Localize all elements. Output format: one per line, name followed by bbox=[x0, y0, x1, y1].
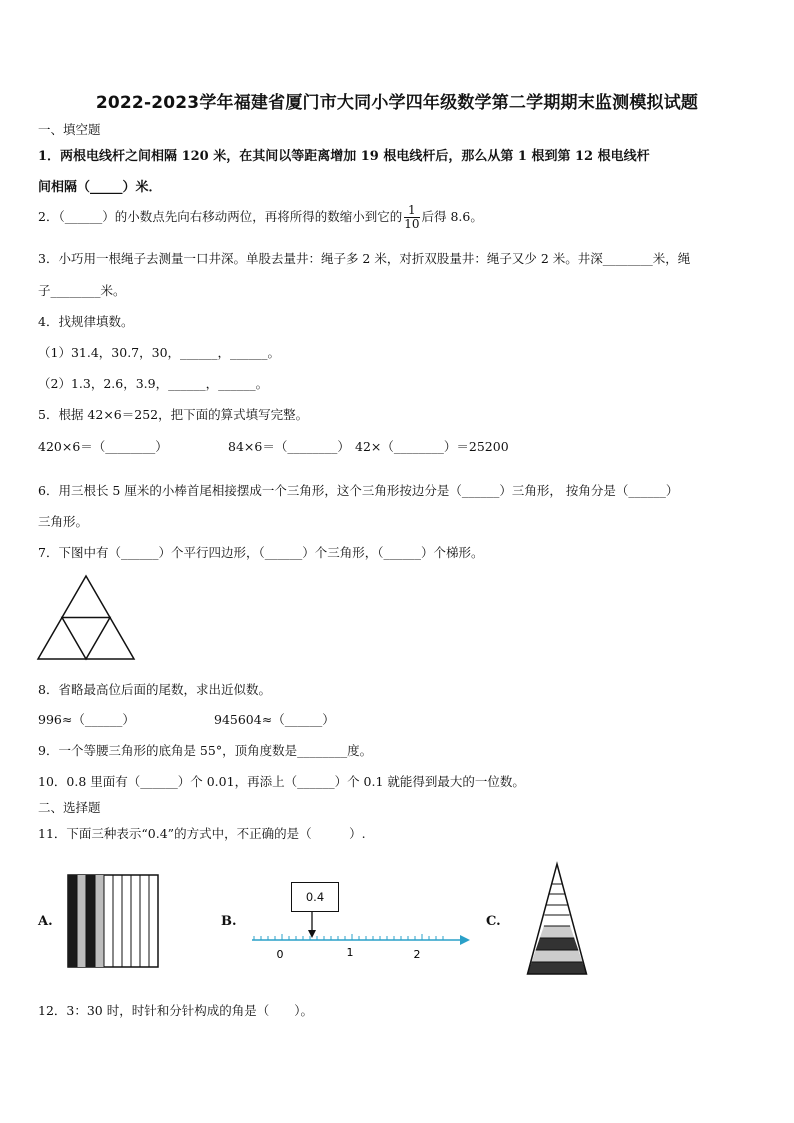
question-6-line1: 6．用三根长 5 厘米的小棒首尾相接摆成一个三角形，这个三角形按边分是（______）三角形， 按角分是（______） bbox=[38, 483, 679, 498]
shaded-column bbox=[77, 875, 86, 967]
shaded-column bbox=[68, 875, 77, 967]
question-5-item-a: 420×6＝（________） bbox=[38, 439, 168, 454]
question-1-line2: 间相隔（_____）米． bbox=[38, 180, 162, 195]
option-a-grid bbox=[67, 874, 159, 968]
question-6-line2: 三角形。 bbox=[38, 514, 89, 529]
tick-label-1: 1 bbox=[346, 946, 354, 959]
axis-arrowhead bbox=[460, 935, 470, 945]
question-8: 8．省略最高位后面的尾数，求出近似数。 bbox=[38, 682, 271, 697]
tick-label-0: 0 bbox=[276, 948, 284, 960]
shaded-band bbox=[536, 938, 579, 950]
question-5-item-b: 84×6＝（________） bbox=[228, 439, 350, 454]
question-7: 7．下图中有（______）个平行四边形，（______）个三角形，（______）个梯形。 bbox=[38, 545, 484, 560]
shaded-column bbox=[95, 875, 104, 967]
question-2 bbox=[38, 204, 483, 231]
fraction-numerator: 1 bbox=[404, 204, 419, 218]
fraction-denominator: 10 bbox=[404, 217, 420, 231]
pointer-arrowhead bbox=[308, 930, 316, 938]
inner-triangle bbox=[62, 618, 110, 660]
question-10: 10．0.8 里面有（______）个 0.01，再添上（______）个 0.1 就能得到最大的一位数。 bbox=[38, 774, 525, 789]
question-4-part1: （1）31.4，30.7，30，______，______。 bbox=[38, 345, 281, 360]
shaded-band bbox=[540, 926, 574, 938]
option-c-label: C. bbox=[486, 914, 501, 929]
question-12: 12．3：30 时，时针和分针构成的角是（ ）。 bbox=[38, 1003, 313, 1018]
option-b-label: B. bbox=[221, 914, 237, 929]
question-2-text-post: 后得 8.6。 bbox=[421, 209, 483, 224]
question-4-part2: （2）1.3，2.6，3.9，______，______。 bbox=[38, 376, 269, 391]
section-heading-fill-blank: 一、填空题 bbox=[38, 122, 101, 137]
question-1-line1: 1．两根电线杆之间相隔 120 米，在其间以等距离增加 19 根电线杆后，那么从第 1 根到第 12 根电线杆 bbox=[38, 149, 650, 164]
question-8-item-b: 945604≈（______） bbox=[214, 712, 335, 727]
question-2-text-pre: 2．（______）的小数点先向右移动两位，再将所得的数缩小到它的 bbox=[38, 209, 403, 224]
question-3-line2: 子________米。 bbox=[38, 283, 126, 298]
section-heading-multiple-choice: 二、选择题 bbox=[38, 800, 101, 815]
fraction bbox=[404, 204, 419, 231]
question-3-line1: 3．小巧用一根绳子去测量一口井深。单股去量井：绳子多 2 米，对折双股量井：绳子又少 2 米。井深________米，绳 bbox=[38, 251, 691, 266]
page-title: 2022-2023学年福建省厦门市大同小学四年级数学第二学期期末监测模拟试题 bbox=[95, 93, 699, 113]
question-9: 9．一个等腰三角形的底角是 55°，顶角度数是________度。 bbox=[38, 743, 373, 758]
number-line bbox=[250, 910, 472, 960]
option-a-label: A. bbox=[38, 914, 53, 929]
question-11: 11．下面三种表示“0.4”的方式中，不正确的是（ ）. bbox=[38, 826, 366, 841]
question-4: 4．找规律填数。 bbox=[38, 314, 134, 329]
question-5: 5．根据 42×6＝252，把下面的算式填写完整。 bbox=[38, 407, 309, 422]
shaded-column bbox=[86, 875, 95, 967]
option-c-triangle bbox=[513, 861, 601, 981]
triangle-figure bbox=[36, 572, 138, 664]
question-8-item-a: 996≈（______） bbox=[38, 712, 135, 727]
tick-label-2: 2 bbox=[413, 948, 421, 960]
question-5-item-c: 42×（________）＝25200 bbox=[355, 439, 509, 454]
value-box: 0.4 bbox=[291, 882, 339, 912]
shaded-band bbox=[532, 950, 583, 962]
shaded-band bbox=[528, 962, 587, 974]
